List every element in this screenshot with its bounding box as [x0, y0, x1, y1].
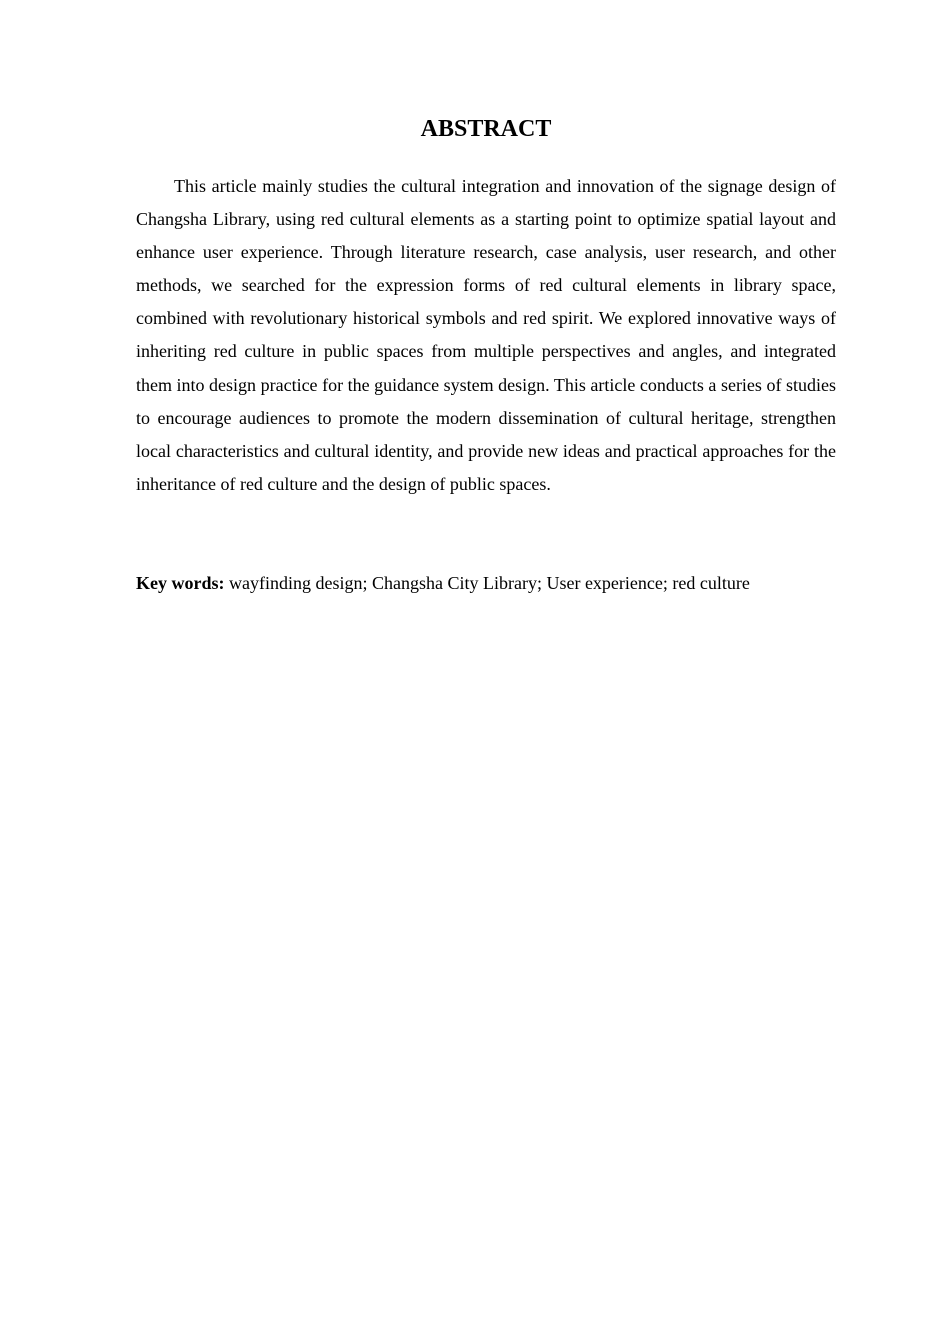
keywords-line: [136, 567, 836, 600]
abstract-title: ABSTRACT: [420, 116, 552, 142]
keywords-label: Key words:: [136, 573, 225, 593]
abstract-body: This article mainly studies the cultural integration and innovation of the signage design of Changsha Library, using red cultural elements as a starting point to optimize spatial layout and enhance user experience. Through literature research, case analysis, user research, and other methods, we searched for the expression forms of red cultural elements in library space, combined with revolutionary historical symbols and red spirit. We explored innovative ways of inheriting red culture in public spaces from multiple perspectives and angles, and integrated them into design practice for the guidance system design. This article conducts a series of studies to encourage audiences to promote the modern dissemination of cultural heritage, strengthen local characteristics and cultural identity, and provide new ideas and practical approaches for the inheritance of red culture and the design of public spaces.: [136, 176, 836, 494]
keywords-text: wayfinding design; Changsha City Library; User experience; red culture: [224, 573, 750, 593]
